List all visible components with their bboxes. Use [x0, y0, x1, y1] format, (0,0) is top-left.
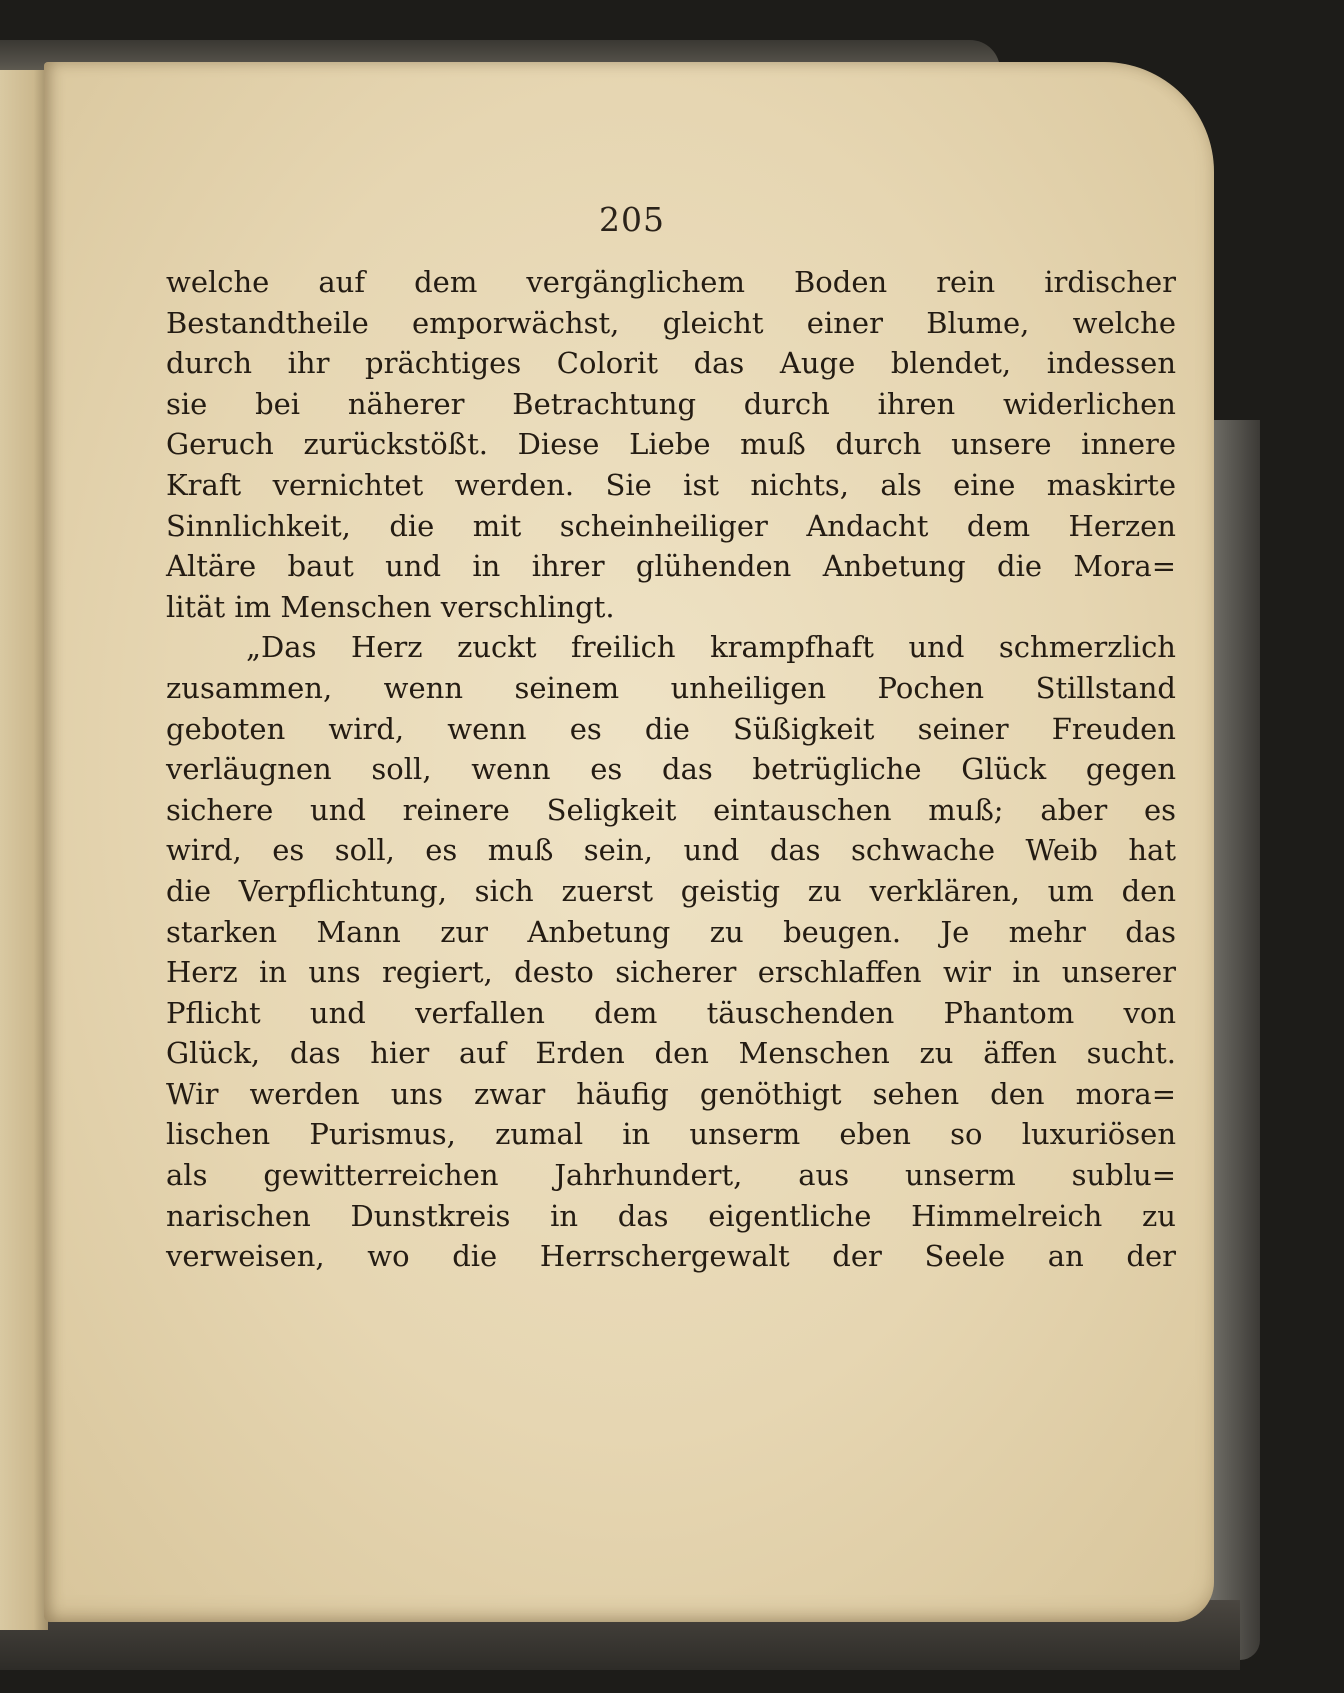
text-line: durch ihr prächtiges Colorit das Auge blendet, indessen — [166, 346, 1176, 381]
text-line: sichere und reinere Seligkeit eintauschen muß; aber es — [166, 792, 1176, 827]
text-line: Kraft vernichtet werden. Sie ist nichts, als eine maskirte — [166, 467, 1176, 502]
text-line-paragraph-start: „Das Herz zuckt freilich krampfhaft und schmerzlich — [246, 630, 1176, 665]
text-line: welche auf dem vergänglichem Boden rein irdischer — [166, 265, 1176, 299]
text-line: Glück, das hier auf Erden den Menschen zu äffen sucht. — [166, 1036, 1176, 1071]
text-line: verweisen, wo die Herrschergewalt der Seele an der — [166, 1239, 1176, 1274]
text-line: Sinnlichkeit, die mit scheinheiliger Andacht dem Herzen — [166, 508, 1176, 543]
text-line: starken Mann zur Anbetung zu beugen. Je mehr das — [166, 914, 1176, 949]
text-line: lischen Purismus, zumal in unserm eben so luxuriösen — [166, 1117, 1176, 1152]
text-line: die Verpflichtung, sich zuerst geistig zu verklären, um den — [166, 873, 1176, 908]
text-line-paragraph-end: lität im Menschen verschlingt. — [166, 589, 615, 624]
text-line: narischen Dunstkreis in das eigentliche Himmelreich zu — [166, 1198, 1176, 1233]
text-line: Altäre baut und in ihrer glühenden Anbetung die Mora= — [166, 549, 1176, 584]
text-line: Herz in uns regiert, desto sicherer erschlaffen wir in unserer — [166, 955, 1176, 990]
left-page-gutter — [0, 70, 48, 1630]
text-line: Bestandtheile emporwächst, gleicht einer Blume, welche — [166, 305, 1176, 340]
body-text — [166, 262, 1176, 1277]
text-line: verläugnen soll, wenn es das betrügliche Glück gegen — [166, 752, 1176, 787]
text-line: zusammen, wenn seinem unheiligen Pochen Stillstand — [166, 670, 1176, 705]
text-line: Pflicht und verfallen dem täuschenden Phantom von — [166, 995, 1176, 1030]
text-line: als gewitterreichen Jahrhundert, aus unserm sublu= — [166, 1158, 1176, 1193]
text-line: Geruch zurückstößt. Diese Liebe muß durch unsere innere — [166, 427, 1176, 462]
text-line: sie bei näherer Betrachtung durch ihren widerlichen — [166, 386, 1176, 421]
text-line: wird, es soll, es muß sein, und das schwache Weib hat — [166, 833, 1176, 868]
text-line: Wir werden uns zwar häufig genöthigt sehen den mora= — [166, 1076, 1176, 1111]
page-number: 205 — [599, 200, 665, 239]
text-line: geboten wird, wenn es die Süßigkeit seiner Freuden — [166, 711, 1176, 746]
